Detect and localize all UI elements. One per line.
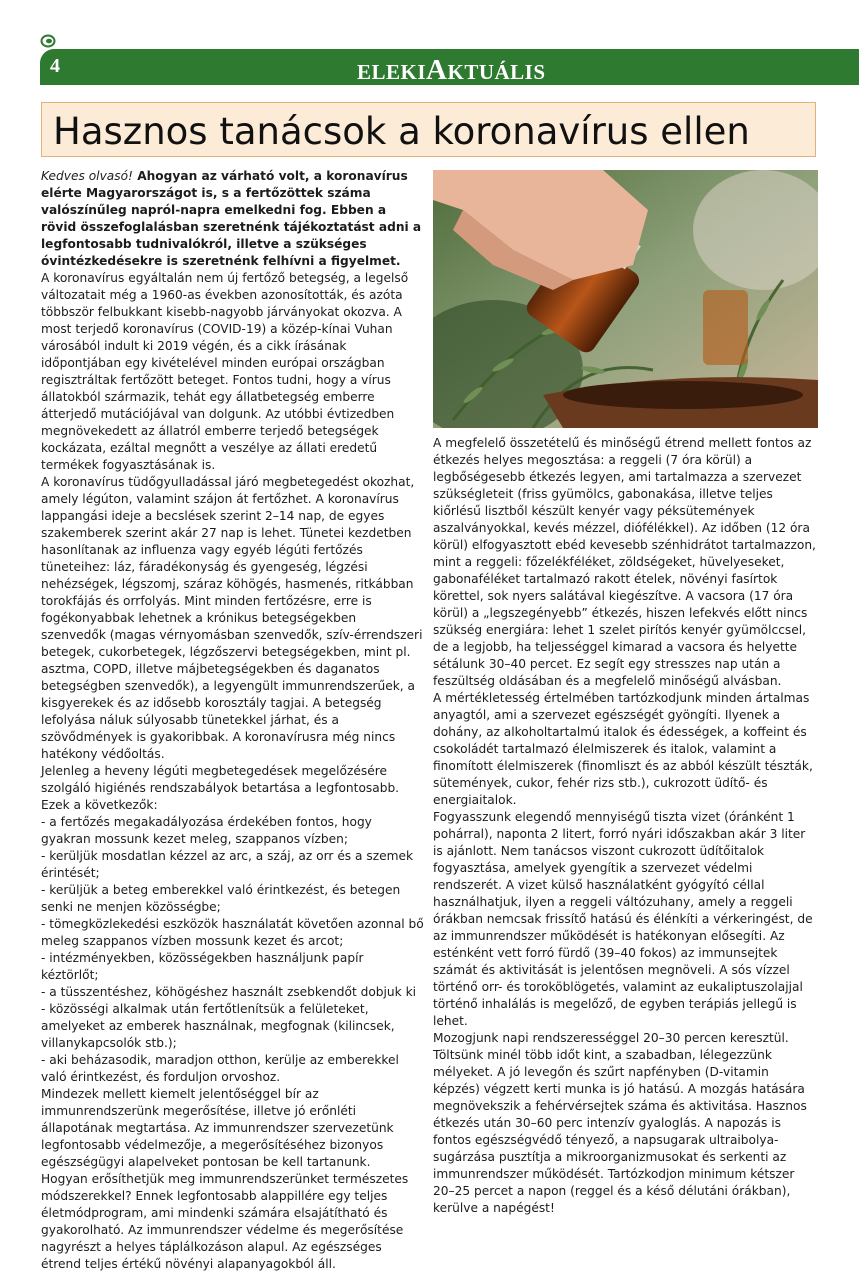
paragraph: A koronavírus tüdőgyulladással járó megbetegedést okozhat, amely légúton, valamint szájon át fertőzhet. A koronavírus lappangási ideje a becslések szerint 2–14 nap, de egyes szakemberek szerint akár 27 nap is lehet. Tünetei kezdetben hasonlítanak az influenza vagy egyéb légúti fertőzés tüneteihez: láz, fáradékonyság és gyengeség, légzési nehézségek, légszomj, száraz köhögés, hasmenés, ritkábban torokfájás és orrfolyás. Mint minden fertőzésre, erre is fogékonyabbak lehetnek a krónikus betegségekben szenvedők (magas vérnyomásban szenvedők, szív-érrendszeri betegek, cukorbetegek, légzőszervi betegségekben, mint pl. asztma, COPD, illetve májbetegségekben és daganatos betegségben szenvedők), a legyengült immunrendszerűek, a kisgyerekek és az idősebb korosztály tagjai. A betegség lefolyása náluk súlyosabb tünetekkel járhat, és a szövődmények is gyakoribbak. A koronavírusra még nincs hatékony védőoltás. bbox=[41, 475, 423, 761]
article-title-box bbox=[41, 102, 816, 157]
list-item: - kerüljük mosdatlan kézzel az arc, a száj, az orr és a szemek érintését; bbox=[41, 849, 414, 880]
paragraph: Mindezek mellett kiemelt jelentőséggel bír az immunrendszerünk megerősítése, illetve jó erőnléti állapotának megtartása. Az immunrendszer szervezetünk legfontosabb védelmezője, a megerősítéséhez bizonyos egészségügyi alapelveket pontosan be kell tartanunk. bbox=[41, 1087, 394, 1169]
article-lead bbox=[41, 168, 424, 270]
section-title-prefix: ELEKI bbox=[357, 60, 427, 84]
list-item: - közösségi alkalmak után fertőtlenítsük a felületeket, amelyeket az emberek használnak, megfognak (kilincsek, villanykapcsolók stb.); bbox=[41, 1002, 395, 1050]
paragraph: Fogyasszunk elegendő mennyiségű tiszta vizet (óránként 1 pohárral), naponta 2 litert, forró nyári időszakban akár 3 liter is ajánlott. Nem tanácsos viszont cukrozott üdítőitalok fogyasztása, amelyek gyengítik a szervezet védelmi rendszerét. A vizet külső használatként gyógyító céllal használhatjuk, ilyen a reggeli váltózuhany, amely a reggeli órákban nemcsak frissítő hatású és élénkíti a vérkeringést, de az immunrendszer működését is hatékonyan elősegíti. Az esténként vett forró fürdő (39–40 fokos) az immunsejtek számát és aktivitását is jelentősen megnöveli. A sós vízzel történő orr- és toroköblögetés, valamint az eukaliptuszolajjal történő inhalálás is megelőző, de egyben terápiás jellegű is lehet. bbox=[433, 810, 813, 1028]
lead-greeting: Kedves olvasó! bbox=[41, 169, 133, 183]
section-title-initial: A bbox=[426, 54, 448, 86]
publisher-logo-icon bbox=[40, 34, 56, 48]
paragraph: Hogyan erősíthetjük meg immunrendszerünket természetes módszerekkel? Ennek legfontosabb alappillére egy teljes életmódprogram, ami mindenki számára elsajátítható és gyakorolható. Az immunrendszer védelme és megerősítése nagyrészt a helyes táplálkozáson alapul. Az egészséges étrend teljes értékű növényi alapanyagokból áll. bbox=[41, 1172, 409, 1271]
right-column bbox=[433, 435, 818, 1217]
section-title-rest: KTUÁLIS bbox=[447, 60, 546, 84]
page-number: 4 bbox=[50, 55, 60, 77]
list-item: - kerüljük a beteg emberekkel való érintkezést, és betegen senki ne menjen közösségbe; bbox=[41, 883, 401, 914]
list-item: - intézményekben, közösségekben használjunk papír kéztörlőt; bbox=[41, 951, 364, 982]
paragraph: A koronavírus egyáltalán nem új fertőző betegség, a legelső változatait még a 1960-as években azonosították, és azóta többször felbukkant kisebb-nagyobb járványokat okozva. A most terjedő koronavírus (COVID-19) a közép-kínai Vuhan városából indult ki 2019 végén, és a cikk írásának időpontjában egy kivételével minden európai országban regisztráltak fertőzött beteget. Fontos tudni, hogy a vírus állatokból származik, tehát egy állatbetegség emberre átterjedő mutációjával van dolgunk. Az utóbbi évtizedben megnövekedett az állatról emberre terjedő betegségek kockázata, ezáltal megnőtt a veszélye az állati eredetű termékek fogyasztásának is. bbox=[41, 271, 409, 472]
list-item: - a tüsszentéshez, köhögéshez használt zsebkendőt dobjuk ki bbox=[41, 985, 417, 999]
list-item: - a fertőzés megakadályozása érdekében fontos, hogy gyakran mossunk kezet meleg, szappanos vízben; bbox=[41, 815, 372, 846]
list-item: - tömegközlekedési eszközök használatát követően azonnal bő meleg szappanos vízben mossunk kezet és arcot; bbox=[41, 917, 424, 948]
paragraph: A megfelelő összetételű és minőségű étrend mellett fontos az étkezés helyes megosztása: a reggeli (7 óra körül) a legbőségesebb étkezés legyen, ami tartalmazza a szervezet szükségleteit (friss gyümölcs, gabonakása, illetve teljes kiőrlésű lisztből készült kenyér vagy péksütemények aszalványokkal, kevés mézzel, diófélékkel). Az időben (12 óra körül) elfogyasztott ebéd kevesebb szénhidrátot tartalmazzon, mint a reggeli: főzelékféléket, zöldségeket, hüvelyeseket, gabonaféléket tartalmazó rakott ételek, növényi fasírtok körettel, sok nyers salátával kiegészítve. A vacsora (17 óra körül) a „legszegényebb” étkezés, hiszen lefekvés előtt nincs szükség energiára: lehet 1 szelet pirítós kenyér gyümölccsel, de a legjobb, ha teljességgel kimarad a vacsora és helyette sétálunk 30–40 percet. Ez segít egy stresszes nap után a feszültség oldásában és a megfelelő minőségű alvásban. bbox=[433, 436, 816, 688]
paragraph: A mértékletesség értelmében tartózkodjunk minden ártalmas anyagtól, ami a szervezet egészségét gyöngíti. Ilyenek a dohány, az alkoholtartalmú italok és édességek, a koffeint és csokoládét tartalmazó élelmiszerek és italok, valamint a finomított élelmiszerek (finomliszt és az abból készült tészták, sütemények, cukor, fehér rizs stb.), cukrozott üdítő- és energiaitalok. bbox=[433, 691, 813, 807]
lead-text: Ahogyan az várható volt, a koronavírus elérte Magyarországot is, s a fertőzöttek száma valószínűleg napról-napra emelkedni fog. Ebben a rövid összefoglalásban szeretnénk tájékoztatást adni a legfontosabb tudnivalókról, illetve a szükséges óvintézkedésekre is szeretnénk felhívni a figyelmet. bbox=[41, 169, 422, 268]
section-title bbox=[357, 54, 546, 87]
paragraph: Mozogjunk napi rendszerességgel 20–30 percen keresztül. Töltsünk minél több időt kint, a szabadban, lélegezzünk mélyeket. A jó levegőn és szűrt napfényben (D-vitamin képzés) végzett kerti munka is jó hatású. A mozgás hatására megnövekszik a fehérvérsejtek száma és aktivitása. Hasznos étkezés után 30–60 perc intenzív gyaloglás. A napozás is fontos egészségvédő tényező, a napsugarak ultraibolya-sugárzása pusztítja a mikroorganizmusokat és serkenti az immunrendszer működését. Tartózkodjon minimum kétszer 20–25 percet a napon (reggel és a késő délutáni órákban), kerülve a napégést! bbox=[433, 1031, 807, 1215]
article-title: Hasznos tanácsok a koronavírus ellen bbox=[53, 110, 750, 153]
essential-oil-photo bbox=[433, 170, 818, 428]
left-column bbox=[41, 168, 424, 1273]
list-item: - aki beházasodik, maradjon otthon, kerülje az emberekkel való érintkezést, és forduljon orvoshoz. bbox=[41, 1053, 399, 1084]
paragraph: Jelenleg a heveny légúti megbetegedések megelőzésére szolgáló higiénés rendszabályok betartása a legfontosabb. Ezek a következők: bbox=[41, 764, 400, 812]
